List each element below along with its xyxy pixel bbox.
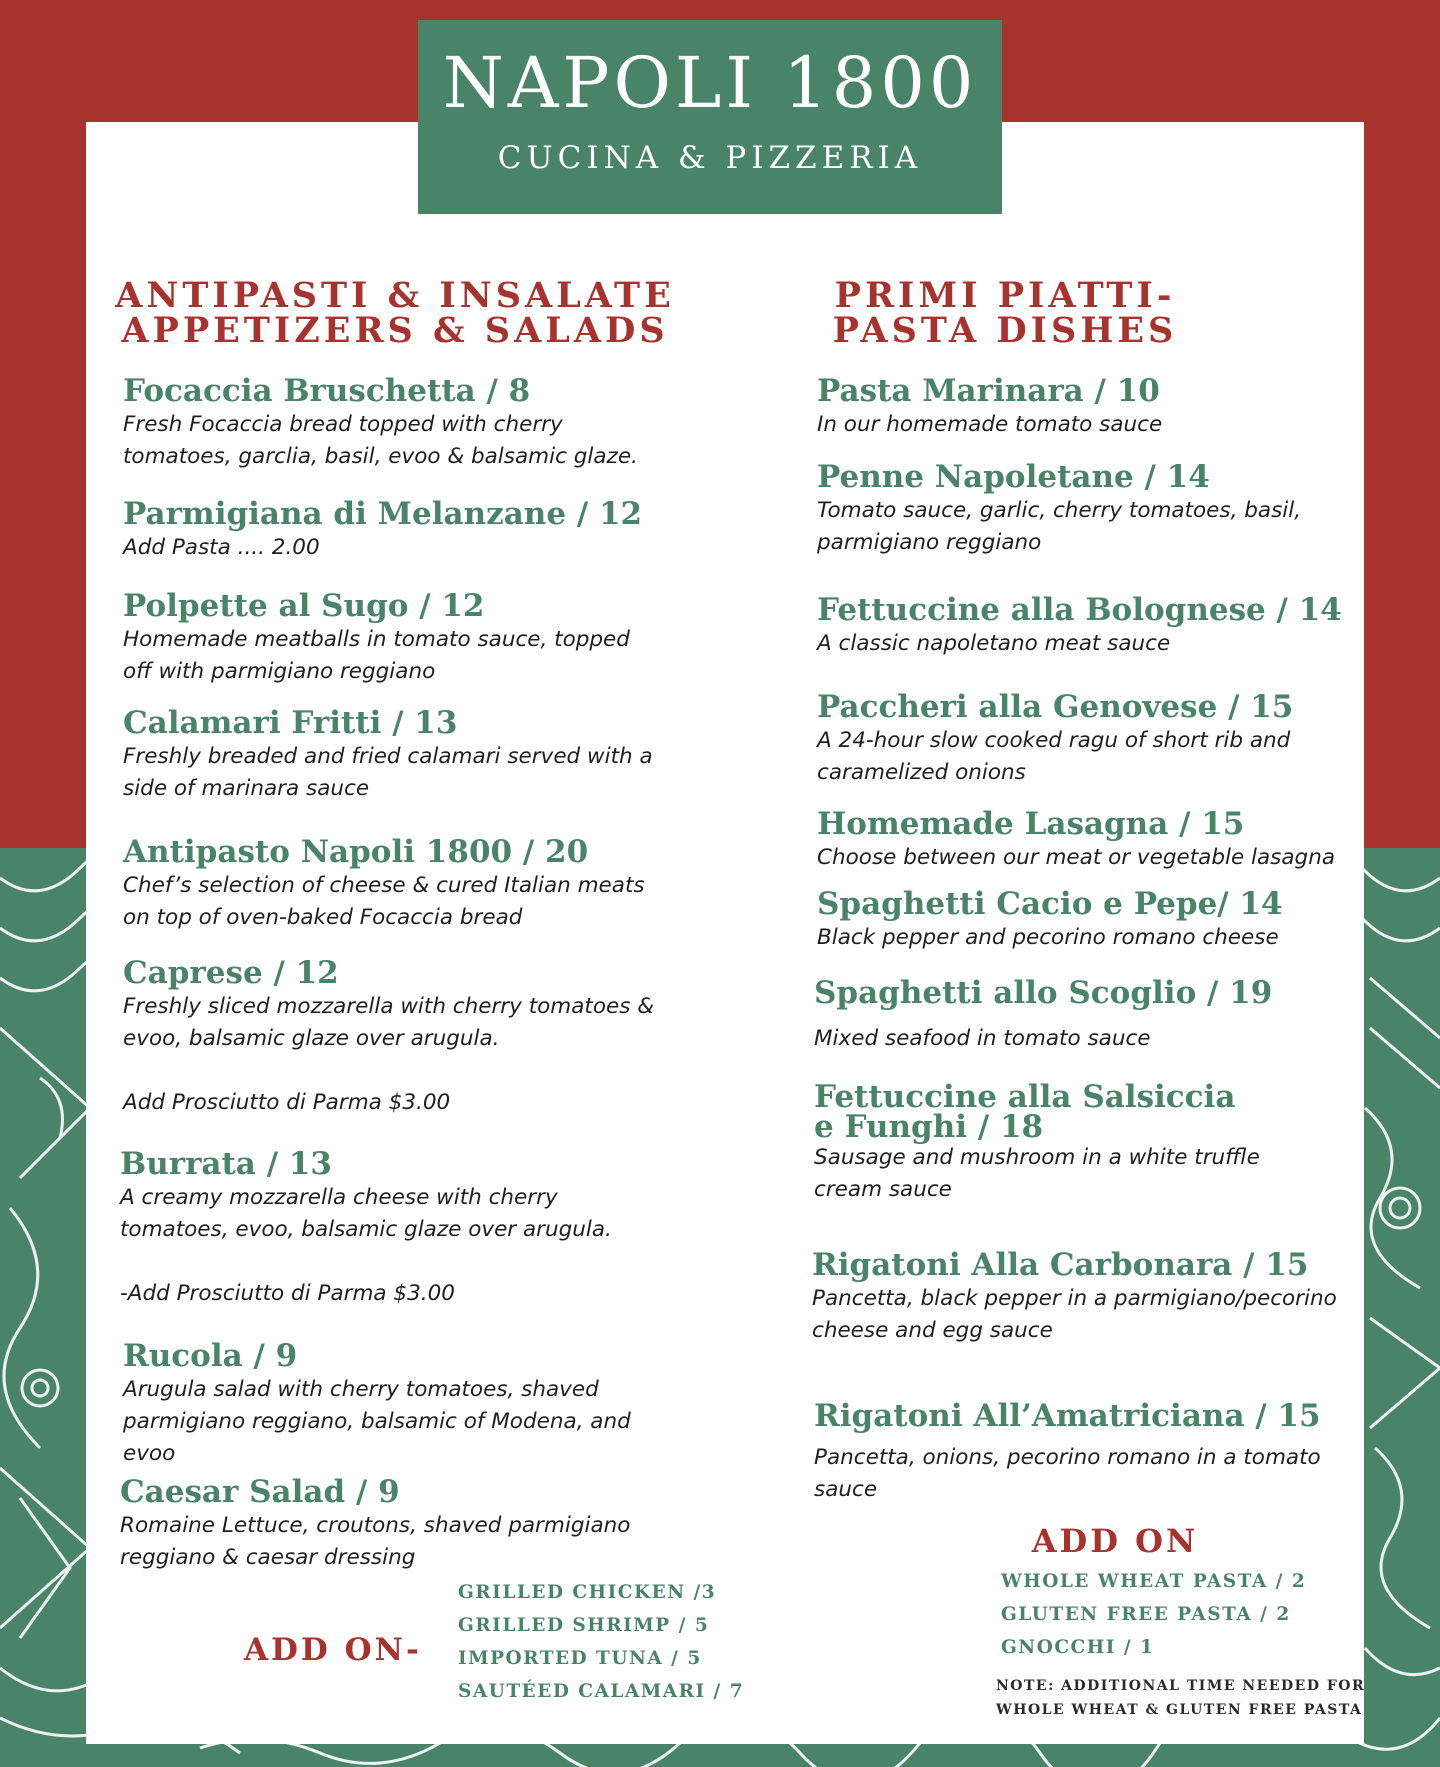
item-name: Caesar Salad / 9 [120,1474,400,1510]
item-description: Pancetta, onions, pecorino romano in a tomato sauce [814,1445,1321,1502]
menu-item [817,373,1337,441]
item-name: Parmigiana di Melanzane / 12 [123,496,643,532]
item-addon-note: Add Prosciutto di Parma $3.00 [123,1090,451,1115]
left-heading-line1: ANTIPASTI & INSALATE [115,275,675,316]
menu-item [814,1398,1334,1506]
menu-item [817,592,1342,660]
menu-item [817,459,1337,559]
item-description: Choose between our meat or vegetable lasagna [817,845,1335,870]
menu-item [817,886,1337,954]
right-section-heading [770,275,1240,351]
left-heading-line2: APPETIZERS & SALADS [121,310,669,351]
note-line: NOTE: ADDITIONAL TIME NEEDED FOR [996,1678,1366,1694]
item-description: Tomato sauce, garlic, cherry tomatoes, basil, parmigiano reggiano [817,498,1302,555]
item-name: Polpette al Sugo / 12 [123,588,485,624]
addon-item: GRILLED CHICKEN /3 [458,1582,717,1603]
left-addon-list [458,1576,744,1708]
item-name: Homemade Lasagna / 15 [817,806,1245,842]
menu-item [817,806,1347,874]
menu-item [812,1247,1342,1347]
menu-item [120,1474,660,1574]
item-name: Spaghetti Cacio e Pepe/ 14 [817,886,1283,922]
item-description: Chef’s selection of cheese & cured Italian meats on top of oven-baked Focaccia bread [123,873,645,930]
item-description: Homemade meatballs in tomato sauce, topped off with parmigiano reggiano [123,627,630,684]
menu-item [817,689,1337,789]
menu-item [814,975,1334,1055]
item-description: Freshly breaded and fried calamari served with a side of marinara sauce [123,744,653,801]
menu-item [123,834,663,934]
menu-item [814,1079,1334,1206]
pasta-note [996,1674,1365,1722]
item-name: Rucola / 9 [123,1338,298,1374]
item-description: A 24-hour slow cooked ragu of short rib and caramelized onions [817,728,1291,785]
menu-item [123,373,663,473]
item-addon-note: -Add Prosciutto di Parma $3.00 [120,1281,455,1306]
item-description: Mixed seafood in tomato sauce [814,1026,1151,1051]
right-addon-label: ADD ON [1031,1522,1199,1560]
item-description: Pancetta, black pepper in a parmigiano/pecorino cheese and egg sauce [812,1286,1337,1343]
item-description: Freshly sliced mozzarella with cherry tomatoes & evoo, balsamic glaze over arugula. [123,994,655,1051]
restaurant-name: NAPOLI 1800 [442,42,978,124]
item-description: Sausage and mushroom in a white truffle cream sauce [814,1145,1260,1202]
addon-item: WHOLE WHEAT PASTA / 2 [1001,1571,1307,1592]
left-addon-label: ADD ON- [244,1632,422,1668]
addon-item: SAUTÉED CALAMARI / 7 [458,1681,745,1702]
right-heading-line2: PASTA DISHES [832,310,1178,351]
item-description: Add Pasta .... 2.00 [123,535,320,560]
item-description: A classic napoletano meat sauce [817,631,1171,656]
right-addon-list [1001,1565,1306,1664]
item-description: In our homemade tomato sauce [817,412,1163,437]
item-description: Romaine Lettuce, croutons, shaved parmigiano reggiano & caesar dressing [120,1513,631,1570]
menu-item [123,1338,663,1470]
right-heading-line1: PRIMI PIATTI- [834,275,1176,316]
item-name: Fettuccine alla Bolognese / 14 [817,592,1342,628]
addon-item: GNOCCHI / 1 [1001,1637,1155,1658]
menu-item [120,1146,660,1310]
item-name: Pasta Marinara / 10 [817,373,1160,409]
item-description: Black pepper and pecorino romano cheese [817,925,1279,950]
item-name: Fettuccine alla Salsiccia e Funghi / 18 [814,1079,1236,1145]
addon-item: GRILLED SHRIMP / 5 [458,1615,710,1636]
restaurant-tagline: CUCINA & PIZZERIA [497,140,923,176]
menu-item [123,588,663,688]
note-line: WHOLE WHEAT & GLUTEN FREE PASTA [996,1702,1363,1718]
menu-item [123,496,663,564]
item-name: Calamari Fritti / 13 [123,705,458,741]
addon-item: GLUTEN FREE PASTA / 2 [1001,1604,1291,1625]
item-name: Paccheri alla Genovese / 15 [817,689,1294,725]
menu-item [123,705,663,805]
item-name: Rigatoni Alla Carbonara / 15 [812,1247,1309,1283]
addon-item: IMPORTED TUNA / 5 [458,1648,702,1669]
item-name: Spaghetti allo Scoglio / 19 [814,975,1273,1011]
item-name: Burrata / 13 [120,1146,332,1182]
menu-item [123,955,663,1119]
item-name: Penne Napoletane / 14 [817,459,1210,495]
item-name: Antipasto Napoli 1800 / 20 [123,834,589,870]
item-name: Focaccia Bruschetta / 8 [123,373,531,409]
item-description: Arugula salad with cherry tomatoes, shaved parmigiano reggiano, balsamic of Modena, and evoo [123,1377,631,1466]
item-name: Caprese / 12 [123,955,339,991]
item-name: Rigatoni All’Amatriciana / 15 [814,1398,1321,1434]
left-section-heading [115,275,675,351]
item-description: A creamy mozzarella cheese with cherry tomatoes, evoo, balsamic glaze over arugula. [120,1185,612,1242]
item-description: Fresh Focaccia bread topped with cherry tomatoes, garclia, basil, evoo & balsamic glaze. [123,412,638,469]
restaurant-header [418,20,1002,214]
